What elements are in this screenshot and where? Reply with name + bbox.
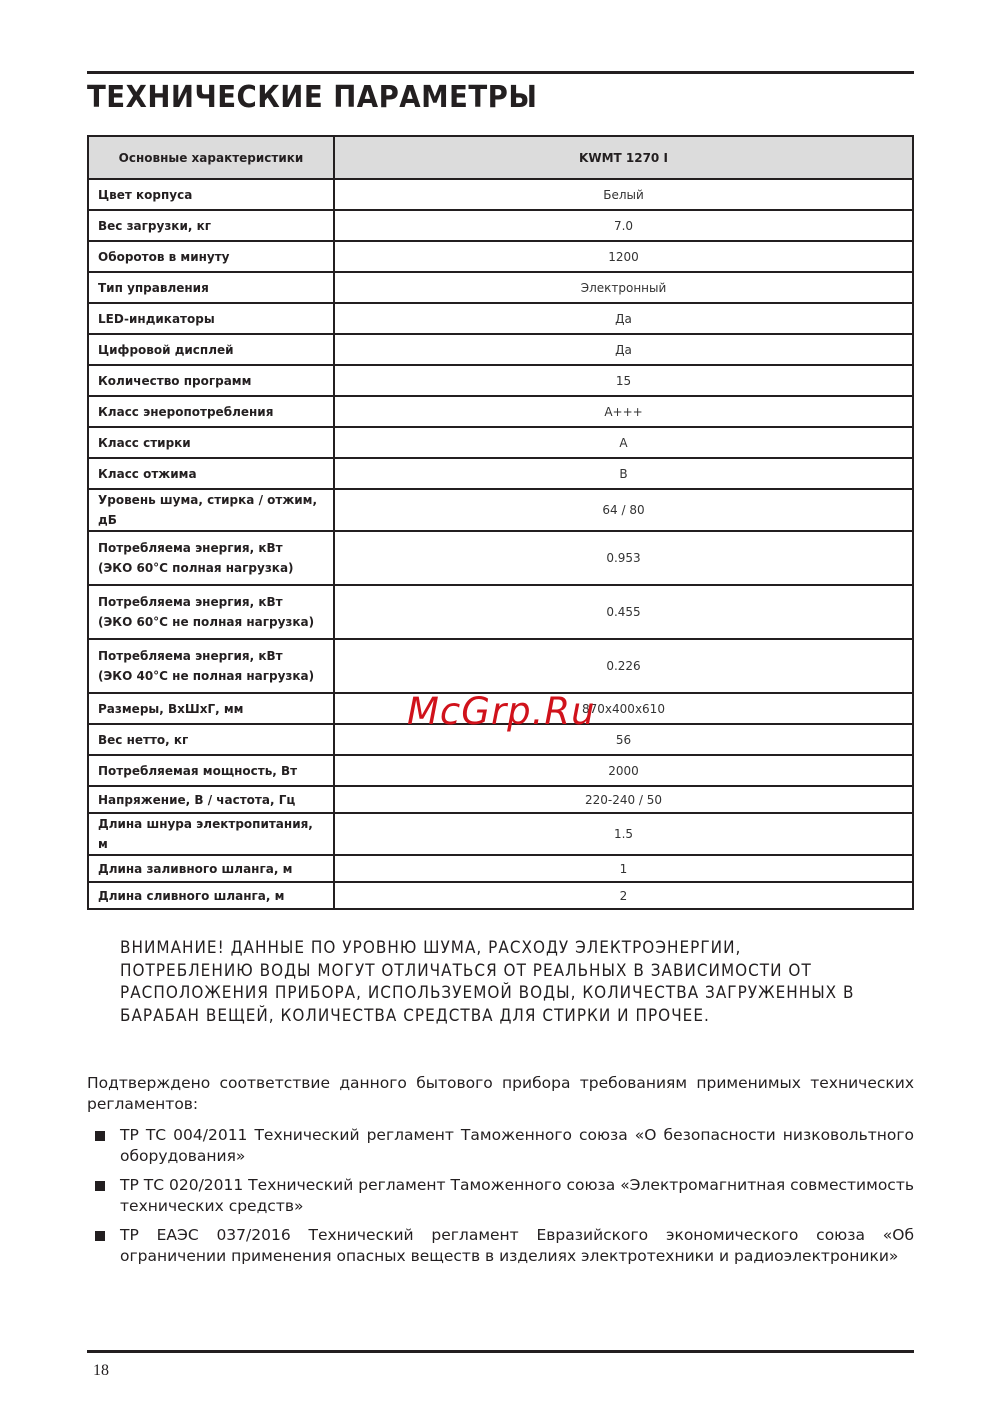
row-label: Длина шнура электропитания, м [88,813,334,855]
specs-table [87,135,914,910]
row-value: 15 [334,365,913,396]
regulation-text: ТР ЕАЭС 037/2016 Технический регламент Евразийского экономического союза «Об ограничении применения опасных веществ в изделиях электротехники и радиоэлектроники» [120,1226,914,1265]
row-label: Класс отжима [88,458,334,489]
row-value: 64 / 80 [334,489,913,531]
row-value: 0.455 [334,585,913,639]
row-label-line: (ЭКО 60°С не полная нагрузка) [98,615,315,629]
compliance-section [87,1073,914,1275]
page-number: 18 [93,1362,109,1379]
row-label [88,639,334,693]
regulation-text: ТР ТС 020/2011 Технический регламент Таможенного союза «Электромагнитная совместимость технических средств» [120,1176,914,1215]
row-label: Длина сливного шланга, м [88,882,334,909]
row-value: 56 [334,724,913,755]
table-row [88,531,913,585]
row-label: Количество программ [88,365,334,396]
square-bullet-icon [95,1181,105,1191]
column-header-model: KWMT 1270 I [334,136,913,179]
bottom-rule [87,1350,914,1353]
row-label: Класс энеропотребления [88,396,334,427]
row-label: Напряжение, В / частота, Гц [88,786,334,813]
row-label [88,531,334,585]
row-label: Вес загрузки, кг [88,210,334,241]
row-value: Белый [334,179,913,210]
regulation-text: ТР ТС 004/2011 Технический регламент Таможенного союза «О безопасности низковольтного оборудования» [120,1126,914,1165]
row-label: Потребляемая мощность, Вт [88,755,334,786]
row-value: A+++ [334,396,913,427]
square-bullet-icon [95,1231,105,1241]
row-label: Цифровой дисплей [88,334,334,365]
table-row [88,585,913,639]
top-rule [87,71,914,74]
row-label: Размеры, ВхШхГ, мм [88,693,334,724]
row-value: Да [334,334,913,365]
row-value: 870x400x610 [334,693,913,724]
compliance-intro: Подтверждено соответствие данного бытового прибора требованиям применимых технических регламентов: [87,1074,914,1113]
row-value: 0.226 [334,639,913,693]
table-row [88,813,913,855]
row-label: Длина заливного шланга, м [88,855,334,882]
list-item [87,1125,914,1167]
column-header-characteristics: Основные характеристики [88,136,334,179]
row-label-line: Потребляема энергия, кВт [98,541,283,555]
regulation-list [87,1125,914,1267]
row-label: Класс стирки [88,427,334,458]
row-value: Да [334,303,913,334]
row-value: 0.953 [334,531,913,585]
row-value: B [334,458,913,489]
row-label: Вес нетто, кг [88,724,334,755]
warning-notice: ВНИМАНИЕ! ДАННЫЕ ПО УРОВНЮ ШУМА, РАСХОДУ ЭЛЕКТРОЭНЕРГИИ, ПОТРЕБЛЕНИЮ ВОДЫ МОГУТ ОТЛИЧАТЬСЯ ОТ РЕАЛЬНЫХ В ЗАВИСИМОСТИ ОТ РАСПОЛОЖЕНИЯ ПРИБОРА, ИСПОЛЬЗУЕМОЙ ВОДЫ, КОЛИЧЕСТВА ЗАГРУЖЕННЫХ В БАРАБАН ВЕЩЕЙ, КОЛИЧЕСТВА СРЕДСТВА ДЛЯ СТИРКИ И ПРОЧЕЕ. [120,938,855,1025]
table-row [88,855,913,882]
table-row [88,786,913,813]
table-row [88,755,913,786]
square-bullet-icon [95,1131,105,1141]
row-value: 1 [334,855,913,882]
row-label: LED-индикаторы [88,303,334,334]
row-value: 2000 [334,755,913,786]
row-value: 1200 [334,241,913,272]
table-row [88,427,913,458]
table-row [88,334,913,365]
table-row [88,179,913,210]
row-value: 220-240 / 50 [334,786,913,813]
table-row [88,303,913,334]
row-value: Электронный [334,272,913,303]
row-value: 2 [334,882,913,909]
list-item [87,1175,914,1217]
table-row [88,639,913,693]
table-row [88,489,913,531]
table-header-row [88,136,913,179]
watermark: McGrp.Ru [407,690,596,733]
table-row [88,458,913,489]
row-label-line: Потребляема энергия, кВт [98,649,283,663]
row-label: Оборотов в минуту [88,241,334,272]
row-value: A [334,427,913,458]
table-row [88,272,913,303]
list-item [87,1225,914,1267]
table-row [88,210,913,241]
table-row [88,882,913,909]
row-label [88,585,334,639]
row-label: Цвет корпуса [88,179,334,210]
table-row [88,241,913,272]
row-value: 1.5 [334,813,913,855]
page-title: ТЕХНИЧЕСКИЕ ПАРАМЕТРЫ [87,80,538,115]
row-label-line: (ЭКО 60°С полная нагрузка) [98,561,294,575]
table-row [88,365,913,396]
row-label-line: (ЭКО 40°С не полная нагрузка) [98,669,315,683]
row-label: Тип управления [88,272,334,303]
table-row [88,396,913,427]
row-label: Уровень шума, стирка / отжим, дБ [88,489,334,531]
row-label-line: Потребляема энергия, кВт [98,595,283,609]
row-value: 7.0 [334,210,913,241]
